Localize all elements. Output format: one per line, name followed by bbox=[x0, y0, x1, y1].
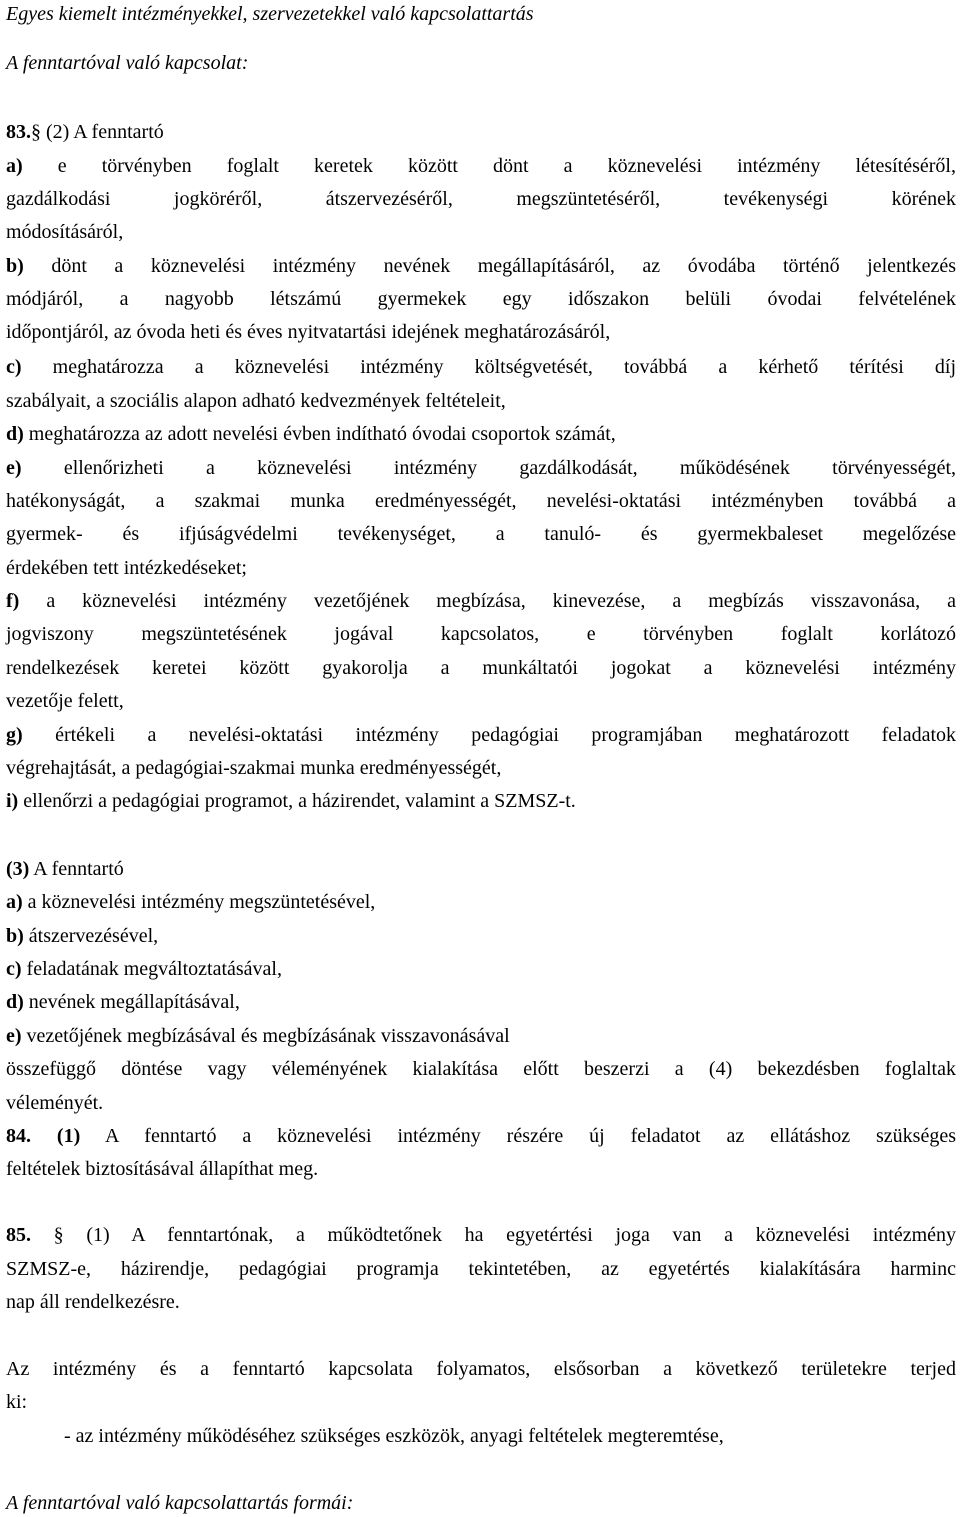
paragraph-83-intro bbox=[6, 120, 956, 144]
relation-line-2: ki: bbox=[6, 1391, 28, 1413]
section-heading-bottom: A fenntartóval való kapcsolattartás formái: bbox=[6, 1492, 354, 1514]
section-sign: § bbox=[53, 1224, 64, 1246]
item-text: meghatározza az adott nevelési évben indítható óvodai csoportok számát, bbox=[28, 423, 616, 445]
intro-text: (2) A fenntartó bbox=[41, 121, 164, 143]
item-text: a köznevelési intézmény megszüntetésével, bbox=[22, 891, 376, 913]
paragraph-3-intro bbox=[6, 857, 956, 881]
paragraph-84-line-2: feltételek biztosításával állapíthat meg. bbox=[6, 1158, 319, 1180]
paragraph-3-item-b bbox=[6, 924, 956, 948]
paragraph-number: 83. bbox=[6, 121, 31, 143]
item-text: e törvényben foglalt keretek között dönt a köznevelési intézmény létesítéséről, bbox=[57, 155, 956, 177]
paragraph-3-item-e bbox=[6, 1024, 956, 1048]
item-label: a) bbox=[6, 891, 23, 913]
relation-bullet: - az intézmény működéséhez szükséges eszközök, anyagi feltételek megteremtése, bbox=[64, 1425, 724, 1447]
paragraph-3-item-d bbox=[6, 990, 956, 1014]
paragraph-number: 85. bbox=[6, 1224, 31, 1246]
paragraph-3-closing-line-1: összefüggő döntése vagy véleményének kialakítása előtt beszerzi a (4) bekezdésben foglaltak bbox=[6, 1058, 956, 1080]
item-label: b) bbox=[6, 255, 24, 277]
item-f-line-1 bbox=[6, 589, 956, 613]
paragraph-85-line-3: nap áll rendelkezésre. bbox=[6, 1291, 180, 1313]
item-label: g) bbox=[6, 724, 23, 746]
item-text: a köznevelési intézmény vezetőjének megbízása, kinevezése, a megbízás visszavonása, a bbox=[46, 590, 957, 612]
item-a-line-2: gazdálkodási jogköréről, átszervezéséről, megszüntetéséről, tevékenységi körének bbox=[6, 188, 956, 210]
item-b-line-2: módjáról, a nagyobb létszámú gyermekek egy időszakon belüli óvodai felvételének bbox=[6, 288, 956, 310]
item-f-line-3: rendelkezések keretei között gyakorolja a munkáltatói jogokat a köznevelési intézmény bbox=[6, 657, 956, 679]
item-a-line-1 bbox=[6, 154, 956, 178]
item-label: c) bbox=[6, 958, 22, 980]
item-text: dönt a köznevelési intézmény nevének megállapításáról, az óvodába történő jelentkezés bbox=[51, 255, 957, 277]
item-a-line-3: módosításáról, bbox=[6, 221, 124, 243]
item-label: d) bbox=[6, 991, 24, 1013]
item-e-line-1 bbox=[6, 456, 956, 480]
item-text: feladatának megváltoztatásával, bbox=[21, 958, 282, 980]
item-e-line-4: érdekében tett intézkedéseket; bbox=[6, 557, 247, 579]
item-label: c) bbox=[6, 356, 22, 378]
paragraph-85-line-1 bbox=[6, 1223, 956, 1247]
paragraph-3-closing-line-2: véleményét. bbox=[6, 1092, 104, 1114]
item-i-line-1 bbox=[6, 789, 956, 813]
item-f-line-2: jogviszony megszüntetésének jogával kapcsolatos, e törvényben foglalt korlátozó bbox=[6, 623, 956, 645]
item-label: a) bbox=[6, 155, 23, 177]
section-sign: § bbox=[31, 121, 41, 143]
item-text: vezetőjének megbízásával és megbízásának visszavonásával bbox=[21, 1025, 510, 1047]
section-subheading: A fenntartóval való kapcsolat: bbox=[6, 52, 249, 74]
item-f-line-4: vezetője felett, bbox=[6, 690, 124, 712]
paragraph-3-item-a bbox=[6, 890, 956, 914]
paragraph-text: (1) A fenntartónak, a működtetőnek ha egyetértési joga van a köznevelési intézmény bbox=[86, 1224, 957, 1246]
item-b-line-3: időpontjáról, az óvoda heti és éves nyitvatartási idejének meghatározásáról, bbox=[6, 321, 611, 343]
item-text: értékeli a nevelési-oktatási intézmény pedagógiai programjában meghatározott feladatok bbox=[55, 724, 957, 746]
paragraph-label: (3) bbox=[6, 858, 30, 880]
item-text: nevének megállapításával, bbox=[23, 991, 240, 1013]
item-e-line-2: hatékonyságát, a szakmai munka eredményességét, nevelési-oktatási intézményben továbbá a bbox=[6, 490, 956, 512]
item-b-line-1 bbox=[6, 254, 956, 278]
item-c-line-1 bbox=[6, 355, 956, 379]
item-label: e) bbox=[6, 457, 22, 479]
item-text: meghatározza a köznevelési intézmény költségvetését, továbbá a kérhető térítési díj bbox=[52, 356, 956, 378]
item-label: e) bbox=[6, 1025, 22, 1047]
item-label: b) bbox=[6, 925, 24, 947]
item-g-line-2: végrehajtását, a pedagógiai-szakmai munka eredményességét, bbox=[6, 757, 502, 779]
paragraph-label: (1) bbox=[56, 1125, 81, 1147]
item-text: átszervezésével, bbox=[23, 925, 159, 947]
item-label: d) bbox=[6, 423, 24, 445]
relation-line-1: Az intézmény és a fenntartó kapcsolata folyamatos, elsősorban a következő területekre terjed bbox=[6, 1358, 956, 1380]
item-label: i) bbox=[6, 790, 19, 812]
intro-text: A fenntartó bbox=[29, 858, 124, 880]
paragraph-text: A fenntartó a köznevelési intézmény részére új feladatot az ellátáshoz szükséges bbox=[105, 1125, 957, 1147]
paragraph-3-item-c bbox=[6, 957, 956, 981]
item-text: ellenőrzi a pedagógiai programot, a házirendet, valamint a SZMSZ-t. bbox=[23, 790, 576, 812]
item-text: ellenőrizheti a köznevelési intézmény gazdálkodását, működésének törvényességét, bbox=[63, 457, 956, 479]
item-d-line-1 bbox=[6, 422, 956, 446]
item-label: f) bbox=[6, 590, 20, 612]
item-c-line-2: szabályait, a szociális alapon adható kedvezmények feltételeit, bbox=[6, 390, 506, 412]
paragraph-number: 84. bbox=[6, 1125, 31, 1147]
item-g-line-1 bbox=[6, 723, 956, 747]
paragraph-84-line-1 bbox=[6, 1124, 956, 1148]
paragraph-85-line-2: SZMSZ-e, házirendje, pedagógiai programja tekintetében, az egyetértés kialakítására harminc bbox=[6, 1258, 956, 1280]
section-heading: Egyes kiemelt intézményekkel, szervezetekkel való kapcsolattartás bbox=[6, 3, 534, 25]
item-e-line-3: gyermek- és ifjúságvédelmi tevékenységet, a tanuló- és gyermekbaleset megelőzése bbox=[6, 523, 956, 545]
